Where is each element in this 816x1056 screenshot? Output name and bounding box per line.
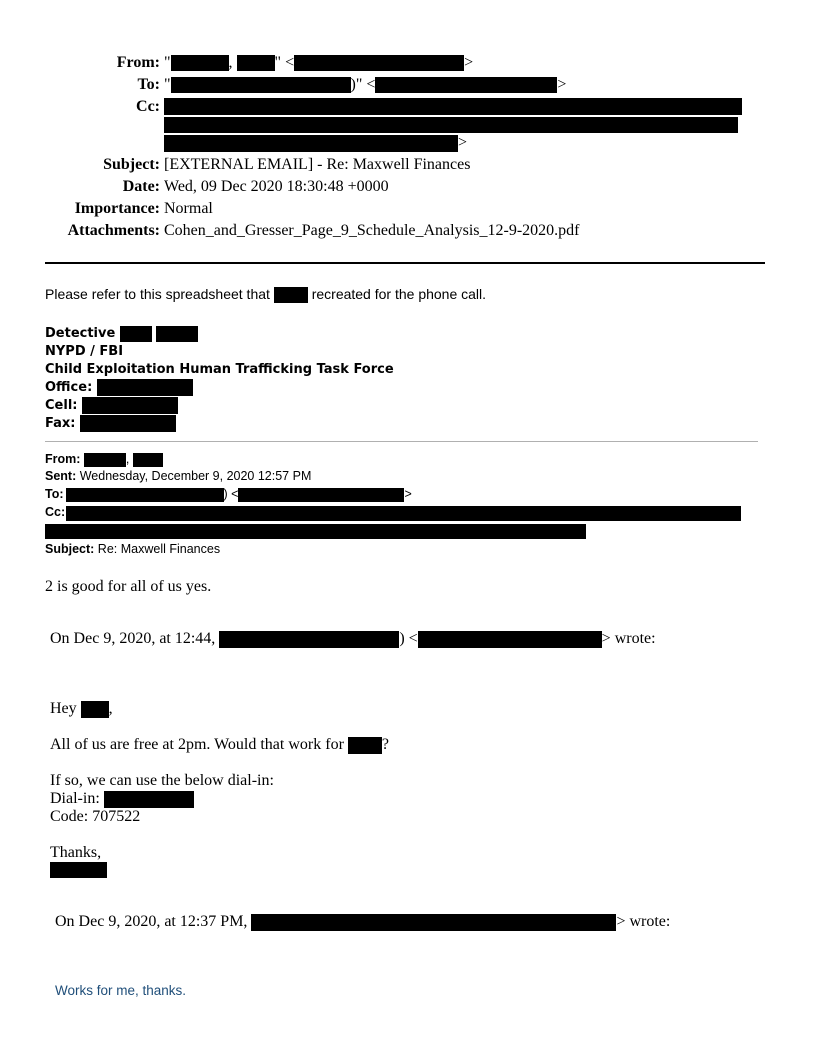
redaction-bar	[274, 287, 308, 303]
redaction-bar	[97, 379, 193, 396]
redaction-bar	[348, 737, 382, 754]
redaction-bar	[81, 701, 109, 718]
subject-label: Subject:	[103, 156, 160, 173]
cc-line-3	[164, 134, 467, 152]
fwd-from: From: ,	[45, 450, 163, 468]
from-quote: "	[164, 54, 171, 71]
redaction-bar	[164, 135, 458, 152]
redaction-bar	[219, 631, 399, 648]
redaction-bar	[294, 55, 464, 71]
quote1-availability: All of us are free at 2pm. Would that work for ?	[50, 736, 389, 753]
to-value	[164, 76, 566, 94]
redaction-bar	[156, 326, 198, 342]
redaction-bar	[171, 55, 229, 71]
signature-fax: Fax:	[45, 415, 176, 433]
fwd-to: To: ) < >	[45, 487, 412, 501]
redaction-bar	[171, 77, 351, 93]
fwd-sent: Sent: Wednesday, December 9, 2020 12:57 PM	[45, 469, 312, 483]
redaction-bar	[375, 77, 557, 93]
from-open-angle: " <	[274, 54, 295, 71]
redaction-bar	[164, 98, 742, 115]
fwd-cc-label: Cc:	[45, 505, 66, 519]
importance-value: Normal	[164, 200, 213, 217]
redaction-bar	[84, 453, 126, 467]
date-value: Wed, 09 Dec 2020 18:30:48 +0000	[164, 178, 389, 195]
redaction-bar	[80, 415, 176, 432]
intro-text-end: recreated for the phone call.	[311, 286, 487, 302]
from-comma: ,	[228, 54, 233, 71]
cc-close-angle: >	[458, 134, 468, 151]
cc-label: Cc:	[136, 98, 160, 115]
importance-label: Importance:	[74, 200, 160, 217]
fwd-subject: Subject: Re: Maxwell Finances	[45, 542, 221, 556]
signature-unit: Child Exploitation Human Trafficking Task Force	[45, 362, 394, 377]
to-label: To:	[137, 76, 160, 93]
redaction-bar	[120, 326, 152, 342]
subject-value: [EXTERNAL EMAIL] - Re: Maxwell Finances	[164, 156, 471, 173]
quote2-wrote-line: On Dec 9, 2020, at 12:37 PM, > wrote:	[55, 913, 671, 930]
quote2-reply: Works for me, thanks.	[55, 983, 187, 998]
header-divider	[45, 262, 765, 264]
signature-cell: Cell:	[45, 397, 178, 415]
redaction-bar	[66, 506, 741, 521]
redaction-bar	[82, 397, 178, 414]
quote1-code: Code: 707522	[50, 808, 141, 825]
redaction-bar	[104, 791, 194, 808]
intro-line	[45, 286, 486, 303]
from-close-angle: >	[464, 54, 474, 71]
message-separator	[45, 441, 758, 442]
signature-office: Office:	[45, 379, 193, 397]
quote1-thanks: Thanks,	[50, 844, 102, 861]
from-value	[164, 54, 473, 72]
redaction-bar	[66, 488, 224, 502]
from-label: From:	[116, 54, 160, 71]
redaction-bar	[133, 453, 163, 467]
signature-org: NYPD / FBI	[45, 344, 124, 359]
attachment-link[interactable]: Cohen_and_Gresser_Page_9_Schedule_Analysis_12-9-2020.pdf	[164, 222, 580, 239]
redaction-bar	[45, 524, 586, 539]
signature-title: Detective	[45, 325, 198, 343]
quote1-greeting: Hey ,	[50, 700, 113, 717]
attachments-label: Attachments:	[67, 222, 160, 239]
redaction-bar	[418, 631, 602, 648]
reply-text: 2 is good for all of us yes.	[45, 578, 212, 595]
quote1-wrote-line: On Dec 9, 2020, at 12:44, ) < > wrote:	[50, 630, 656, 647]
quote1-ifso: If so, we can use the below dial-in:	[50, 772, 274, 789]
intro-text: Please refer to this spreadsheet that	[45, 286, 270, 302]
to-close-angle: >	[557, 76, 567, 93]
redaction-bar	[251, 914, 616, 931]
redaction-bar	[237, 55, 275, 71]
quote1-dialin: Dial-in:	[50, 790, 194, 808]
to-quote: "	[164, 76, 171, 93]
redaction-bar	[164, 117, 738, 133]
redaction-bar	[238, 488, 404, 502]
redaction-bar	[50, 862, 107, 878]
date-label: Date:	[122, 178, 160, 195]
to-open-angle: )" <	[350, 76, 376, 93]
